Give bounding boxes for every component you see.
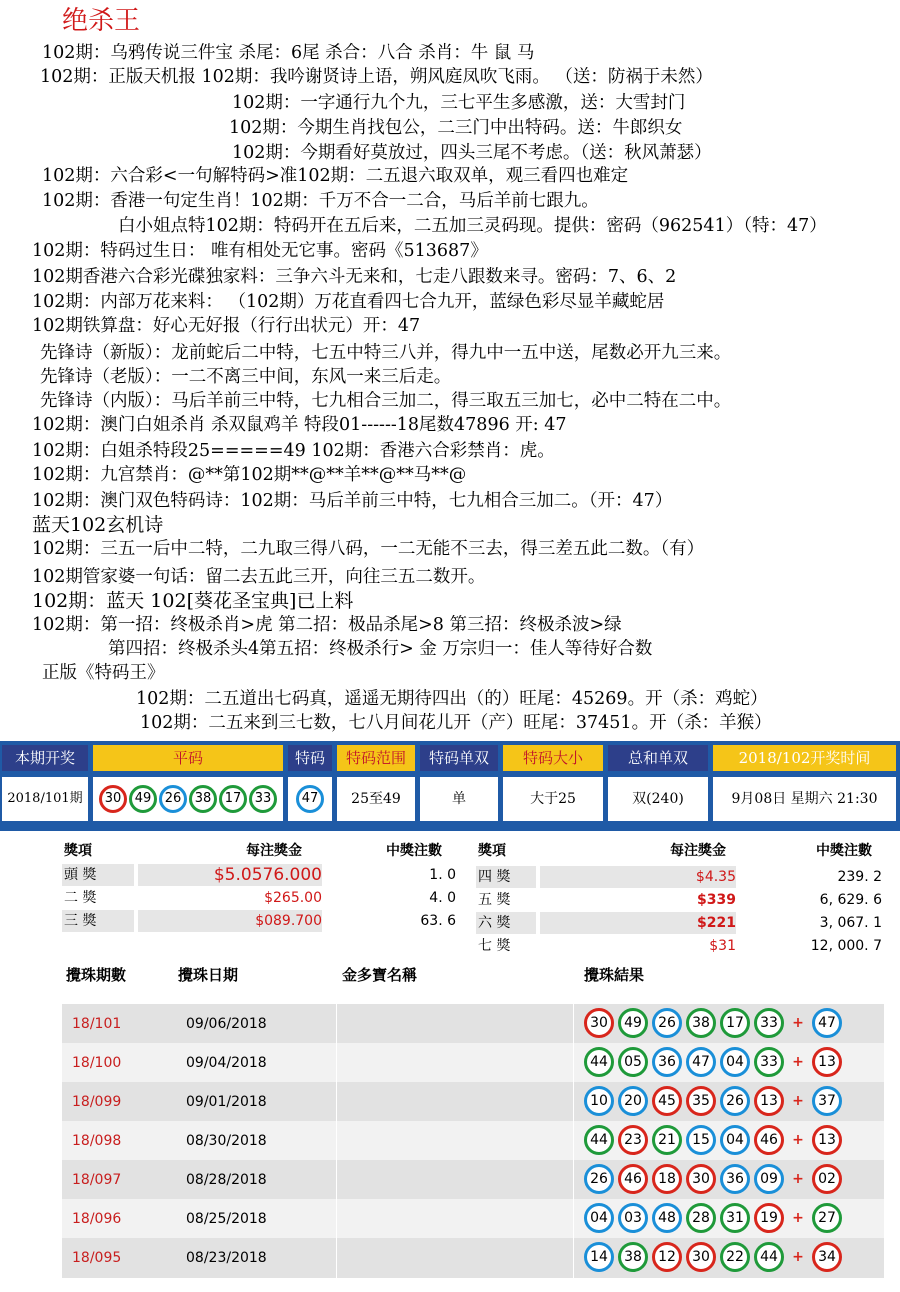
prize-row — [476, 935, 882, 957]
draws-header-name: 金多寶名稱 — [342, 966, 418, 984]
lottery-ball: 09 — [754, 1164, 784, 1194]
prize-header-amount: 每注獎金 — [246, 843, 302, 859]
range-value: 25至49 — [337, 777, 415, 821]
results-header — [0, 741, 900, 831]
label-current-draw: 本期开奖 — [2, 745, 88, 771]
draw-issue: 18/098 — [72, 1133, 122, 1149]
prize-row — [476, 912, 882, 934]
table-row — [62, 1160, 884, 1200]
lottery-ball: 49 — [618, 1008, 648, 1038]
label-range: 特码范围 — [337, 745, 415, 771]
lottery-ball: 22 — [720, 1242, 750, 1272]
draw-name-cell — [336, 1160, 574, 1200]
odd-even-value: 单 — [420, 777, 498, 821]
prize-row — [62, 864, 456, 886]
lottery-ball: 44 — [754, 1242, 784, 1272]
lottery-ball: 26 — [159, 785, 187, 813]
plus-sign: + — [792, 1054, 804, 1070]
lottery-ball: 17 — [219, 785, 247, 813]
prize-count: 3, 067. 1 — [819, 915, 882, 931]
prize-count: 1. 0 — [429, 867, 456, 883]
table-row — [62, 1238, 884, 1278]
lottery-ball: 47 — [686, 1047, 716, 1077]
lottery-ball: 44 — [584, 1125, 614, 1155]
special-ball — [288, 777, 332, 821]
lottery-ball: 03 — [618, 1203, 648, 1233]
prize-name: 三 獎 — [62, 910, 134, 932]
draws-header-result: 攪珠結果 — [584, 966, 645, 984]
lottery-ball: 37 — [812, 1086, 842, 1116]
prize-count: 12, 000. 7 — [810, 938, 882, 954]
lottery-ball: 46 — [754, 1125, 784, 1155]
lottery-ball: 36 — [652, 1047, 682, 1077]
lottery-ball: 49 — [129, 785, 157, 813]
lottery-ball: 10 — [584, 1086, 614, 1116]
prize-amount: $221 — [540, 912, 736, 934]
text-line: 102期：二五来到三七数，七八月间花儿开（产）旺尾：37451。开（杀：羊猴） — [140, 713, 772, 733]
lottery-ball: 38 — [686, 1008, 716, 1038]
lottery-ball: 48 — [652, 1203, 682, 1233]
text-line: 102期：香港一句定生肖！102期：千万不合一二合，马后羊前七跟九。 — [42, 191, 599, 211]
text-line: 102期：澳门双色特码诗：102期：马后羊前三中特，七九相合三加二。（开：47） — [32, 491, 673, 511]
prize-header-amount-right: 每注獎金 — [670, 843, 726, 859]
draw-result — [582, 1164, 844, 1194]
lottery-ball: 12 — [652, 1242, 682, 1272]
text-line: 蓝天102玄机诗 — [32, 514, 164, 536]
draw-date: 09/06/2018 — [186, 1016, 267, 1032]
table-row — [62, 1082, 884, 1122]
text-line: 102期：内部万花来料： （102期）万花直看四七合九开，蓝绿色彩尽显羊藏蛇居 — [32, 292, 665, 312]
draw-date: 09/01/2018 — [186, 1094, 267, 1110]
prize-count: 63. 6 — [420, 913, 456, 929]
text-line: 102期：一字通行九个九，三七平生多感激，送：大雪封门 — [232, 93, 686, 113]
draw-issue: 18/096 — [72, 1211, 122, 1227]
draw-issue: 18/101 — [72, 1016, 122, 1032]
draw-date: 08/23/2018 — [186, 1250, 267, 1266]
text-line: 白小姐点特102期：特码开在五后来，二五加三灵码现。提供：密码（962541）（特：47） — [118, 216, 827, 236]
prize-name: 四 獎 — [476, 866, 536, 888]
plus-sign: + — [792, 1093, 804, 1109]
lottery-ball: 45 — [652, 1086, 682, 1116]
prize-amount: $089.700 — [138, 910, 322, 932]
prize-name: 六 獎 — [476, 912, 536, 934]
lottery-ball: 30 — [99, 785, 127, 813]
lottery-ball: 13 — [812, 1125, 842, 1155]
lottery-ball: 17 — [720, 1008, 750, 1038]
prize-header-count-right: 中獎注數 — [816, 843, 872, 859]
lottery-ball: 26 — [584, 1164, 614, 1194]
text-line: 102期：六合彩<一句解特码>准102期：二五退六取双单，观三看四也难定 — [42, 166, 629, 186]
prize-row — [62, 887, 456, 909]
draw-issue: 18/097 — [72, 1172, 122, 1188]
prize-amount: $5.0576.000 — [138, 864, 322, 886]
label-sum: 总和单双 — [608, 745, 708, 771]
draw-issue: 18/099 — [72, 1094, 122, 1110]
lottery-ball: 26 — [720, 1086, 750, 1116]
prize-name: 五 獎 — [478, 892, 511, 908]
draws-header-date: 攪珠日期 — [178, 966, 239, 984]
lottery-ball: 20 — [618, 1086, 648, 1116]
draw-date: 08/28/2018 — [186, 1172, 267, 1188]
draw-issue: 18/100 — [72, 1055, 122, 1071]
text-line: 102期：今期生肖找包公，二三门中出特码。送：牛郎织女 — [229, 118, 683, 138]
table-row — [62, 1004, 884, 1044]
sum-value: 双(240) — [608, 777, 708, 821]
prize-row — [62, 910, 456, 932]
draw-date: 09/04/2018 — [186, 1055, 267, 1071]
lottery-ball: 05 — [618, 1047, 648, 1077]
label-next-time: 2018/102开奖时间 — [713, 745, 896, 771]
draw-date: 08/25/2018 — [186, 1211, 267, 1227]
lottery-ball: 33 — [754, 1047, 784, 1077]
text-line: 102期：白姐杀特段25=====49 102期：香港六合彩禁肖：虎。 — [32, 441, 555, 461]
prize-amount: $265.00 — [264, 890, 322, 906]
draw-result — [582, 1047, 844, 1077]
text-line: 先锋诗（老版）：一二不离三中间，东风一来三后走。 — [40, 367, 452, 387]
prize-name: 七 獎 — [478, 938, 511, 954]
lottery-ball: 14 — [584, 1242, 614, 1272]
lottery-ball: 13 — [812, 1047, 842, 1077]
plus-sign: + — [792, 1249, 804, 1265]
lottery-ball: 21 — [652, 1125, 682, 1155]
draw-name-cell — [336, 1004, 574, 1044]
draws-header-issue: 攪珠期數 — [66, 966, 127, 984]
text-line: 102期：蓝天 102[葵花圣宝典]已上料 — [32, 590, 354, 612]
prize-count: 239. 2 — [837, 869, 882, 885]
prize-header-count: 中獎注數 — [386, 843, 442, 859]
lottery-ball: 33 — [754, 1008, 784, 1038]
text-line: 先锋诗（新版）：龙前蛇后二中特，七五中特三八并，得九中一五中送，尾数必开九三来。 — [40, 343, 732, 363]
lottery-ball: 30 — [686, 1164, 716, 1194]
draw-result — [582, 1086, 844, 1116]
plus-sign: + — [792, 1210, 804, 1226]
text-line: 正版《特码王》 — [42, 663, 165, 683]
draw-result — [582, 1242, 844, 1272]
lottery-ball: 47 — [296, 785, 324, 813]
lottery-ball: 23 — [618, 1125, 648, 1155]
prize-count: 6, 629. 6 — [819, 892, 882, 908]
text-line: 102期铁算盘：好心无好报（行行出状元）开：47 — [32, 316, 421, 336]
prize-header-name-right: 獎項 — [478, 843, 506, 859]
text-line: 102期：三五一后中二特，二九取三得八码，一二无能不三去，得三差五此二数。（有） — [32, 539, 705, 559]
prize-name: 頭 獎 — [62, 864, 134, 886]
lottery-ball: 04 — [720, 1125, 750, 1155]
prize-header-name: 獎項 — [64, 843, 92, 859]
big-small-value: 大于25 — [503, 777, 603, 821]
lottery-ball: 13 — [754, 1086, 784, 1116]
draw-result — [582, 1203, 844, 1233]
draw-issue: 18/095 — [72, 1250, 122, 1266]
lottery-ball: 19 — [754, 1203, 784, 1233]
lottery-ball: 02 — [812, 1164, 842, 1194]
lottery-ball: 35 — [686, 1086, 716, 1116]
lottery-ball: 31 — [720, 1203, 750, 1233]
label-big-small: 特码大小 — [503, 745, 603, 771]
draw-result — [582, 1125, 844, 1155]
regular-balls — [93, 777, 283, 821]
text-line: 102期：第一招：终极杀肖>虎 第二招：极品杀尾>8 第三招：终极杀波>绿 — [32, 615, 622, 635]
draw-name-cell — [336, 1199, 574, 1239]
draw-name-cell — [336, 1043, 574, 1083]
prize-amount: $4.35 — [540, 866, 736, 888]
lottery-ball: 15 — [686, 1125, 716, 1155]
lottery-ball: 26 — [652, 1008, 682, 1038]
text-line: 102期：今期看好莫放过，四头三尾不考虑。（送：秋风萧瑟） — [232, 143, 712, 163]
lottery-ball: 28 — [686, 1203, 716, 1233]
prize-row — [476, 889, 882, 911]
page-title: 绝杀王 — [62, 6, 141, 36]
lottery-ball: 04 — [584, 1203, 614, 1233]
text-line: 第四招：终极杀头4第五招：终极杀行> 金 万宗归一：佳人等待好合数 — [108, 639, 653, 659]
prize-row — [476, 866, 882, 888]
lottery-ball: 46 — [618, 1164, 648, 1194]
plus-sign: + — [792, 1015, 804, 1031]
label-odd-even: 特码单双 — [420, 745, 498, 771]
plus-sign: + — [792, 1171, 804, 1187]
prize-count: 4. 0 — [429, 890, 456, 906]
table-row — [62, 1199, 884, 1239]
table-row — [62, 1121, 884, 1161]
label-regular: 平码 — [93, 745, 283, 771]
prize-amount: $31 — [709, 938, 736, 954]
draw-name-cell — [336, 1082, 574, 1122]
lottery-ball: 33 — [249, 785, 277, 813]
text-line: 先锋诗（内版）：马后羊前三中特，七九相合三加二，得三取五三加七，必中二特在二中。 — [40, 391, 732, 411]
prize-name: 二 獎 — [64, 890, 97, 906]
period-value: 2018/101期 — [2, 777, 88, 821]
lottery-ball: 47 — [812, 1008, 842, 1038]
table-row — [62, 1043, 884, 1083]
draw-date: 08/30/2018 — [186, 1133, 267, 1149]
plus-sign: + — [792, 1132, 804, 1148]
lottery-ball: 34 — [812, 1242, 842, 1272]
lottery-ball: 30 — [584, 1008, 614, 1038]
prize-amount: $339 — [697, 892, 736, 908]
text-line: 102期：九宫禁肖：@**第102期**@**羊**@**马**@ — [32, 465, 467, 485]
lottery-ball: 38 — [189, 785, 217, 813]
next-time-value: 9月08日 星期六 21:30 — [713, 777, 896, 821]
text-line: 102期：特码过生日： 唯有相处无它事。密码《513687》 — [32, 241, 488, 261]
draw-result — [582, 1008, 844, 1038]
lottery-ball: 18 — [652, 1164, 682, 1194]
draw-name-cell — [336, 1121, 574, 1161]
lottery-ball: 30 — [686, 1242, 716, 1272]
lottery-ball: 38 — [618, 1242, 648, 1272]
lottery-ball: 36 — [720, 1164, 750, 1194]
lottery-ball: 44 — [584, 1047, 614, 1077]
text-line: 102期：乌鸦传说三件宝 杀尾：6尾 杀合：八合 杀肖：牛 鼠 马 — [42, 43, 535, 63]
text-line: 102期：澳门白姐杀肖 杀双鼠鸡羊 特段01------18尾数47896 开: 47 — [32, 415, 567, 435]
lottery-ball: 04 — [720, 1047, 750, 1077]
text-line: 102期管家婆一句话：留二去五此三开，向往三五二数开。 — [32, 567, 486, 587]
text-line: 102期：正版天机报 102期：我吟谢贤诗上语，朔风庭凤吹飞雨。 （送：防祸于未然） — [40, 67, 713, 87]
text-line: 102期：二五道出七码真，遥遥无期待四出（的）旺尾：45269。开（杀：鸡蛇） — [136, 689, 768, 709]
text-line: 102期香港六合彩光碟独家料：三争六斗无来和，七走八跟数来寻。密码：7、6、2 — [32, 267, 677, 287]
lottery-ball: 27 — [812, 1203, 842, 1233]
draw-name-cell — [336, 1238, 574, 1278]
label-special: 特码 — [288, 745, 332, 771]
